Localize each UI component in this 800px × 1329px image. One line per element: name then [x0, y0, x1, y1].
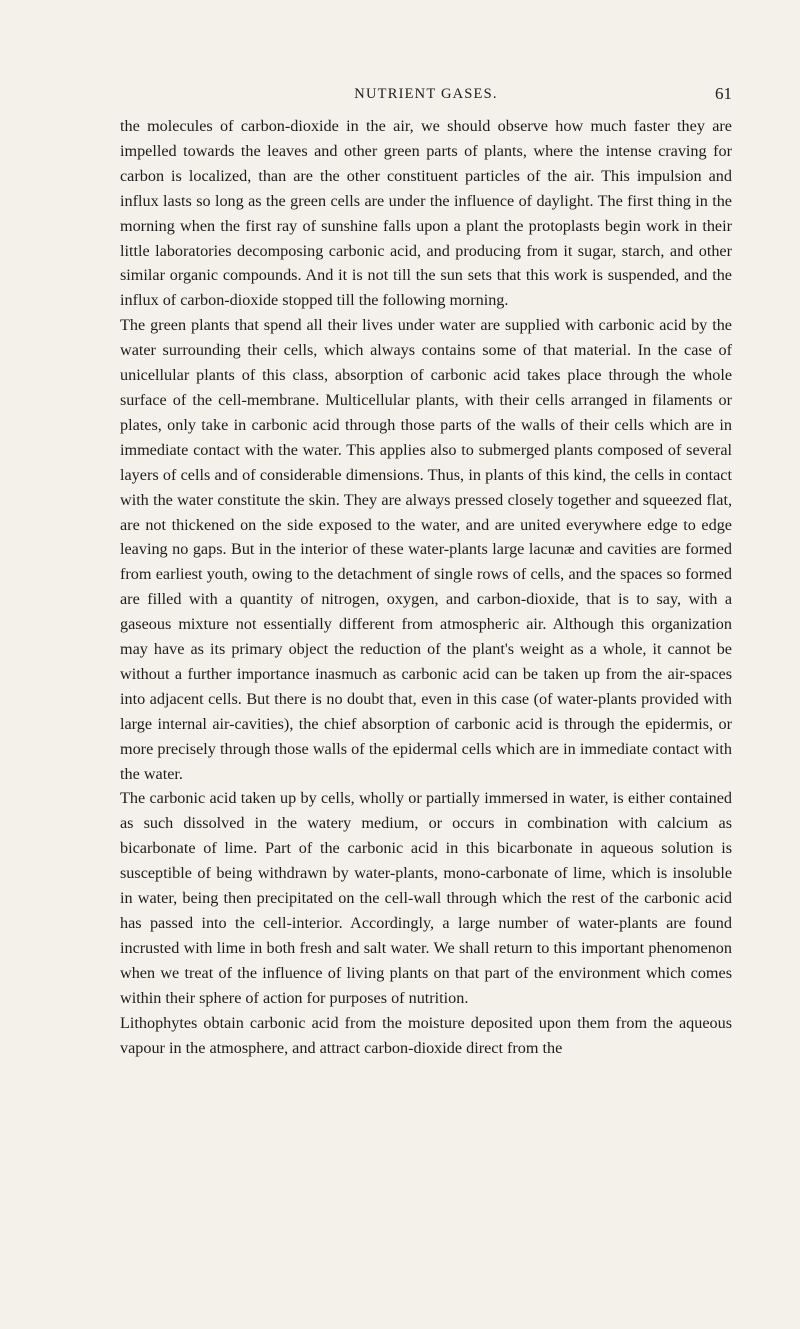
- body-text: [120, 114, 732, 1060]
- paragraph: the molecules of carbon-dioxide in the air, we should observe how much faster they are impelled towards the leaves and other green parts of plants, where the intense craving for carbon is localized, than are the other constituent particles of the air. This impulsion and influx lasts so long as the green cells are under the influence of daylight. The first thing in the morning when the first ray of sunshine falls upon a plant the protoplasts begin work in their little laboratories decomposing carbonic acid, and producing from it sugar, starch, and other similar organic compounds. And it is not till the sun sets that this work is suspended, and the influx of carbon-dioxide stopped till the following morning.: [120, 117, 732, 310]
- paragraph: The carbonic acid taken up by cells, wholly or partially immersed in water, is either contained as such dissolved in the watery medium, or occurs in combination with calcium as bicarbonate of lime. Part of the carbonic acid in this bicarbonate in aqueous solution is susceptible of being withdrawn by water-plants, mono-carbonate of lime, which is insoluble in water, being then precipitated on the cell-wall through which the rest of the carbonic acid has passed into the cell-interior. Accordingly, a large number of water-plants are found incrusted with lime in both fresh and salt water. We shall return to this important phenomenon when we treat of the influence of living plants on that part of the environment which comes within their sphere of action for purposes of nutrition.: [120, 789, 732, 1007]
- running-head: [120, 86, 732, 110]
- paragraph: Lithophytes obtain carbonic acid from the moisture deposited upon them from the aqueous vapour in the atmosphere, and attract carbon-dioxide direct from the: [120, 1013, 732, 1057]
- page-number: 61: [715, 84, 732, 103]
- running-head-title: NUTRIENT GASES.: [354, 86, 498, 102]
- paragraph: The green plants that spend all their lives under water are supplied with carbonic acid by the water surrounding their cells, which always contains some of that material. In the case of unicellular plants of this class, absorption of carbonic acid takes place through the whole surface of the cell-membrane. Multicellular plants, with their cells arranged in filaments or plates, only take in carbonic acid through those parts of the walls of their cells which are in immediate contact with the water. This applies also to submerged plants composed of several layers of cells and of considerable dimensions. Thus, in plants of this kind, the cells in contact with the water constitute the skin. They are always pressed closely together and squeezed flat, are not thickened on the side exposed to the water, and are united everywhere edge to edge leaving no gaps. But in the interior of these water-plants large lacunæ and cavities are formed from earliest youth, owing to the detachment of single rows of cells, and the spaces so formed are filled with a quantity of nitrogen, oxygen, and carbon-dioxide, that is to say, with a gaseous mixture not essentially different from atmospheric air. Although this organization may have as its primary object the reduction of the plant's weight as a whole, it cannot be without a further importance inasmuch as carbonic acid can be taken up from the air-spaces into adjacent cells. But there is no doubt that, even in this case (of water-plants provided with large internal air-cavities), the chief absorption of carbonic acid is through the epidermis, or more precisely through those walls of the epidermal cells which are in immediate contact with the water.: [120, 316, 732, 783]
